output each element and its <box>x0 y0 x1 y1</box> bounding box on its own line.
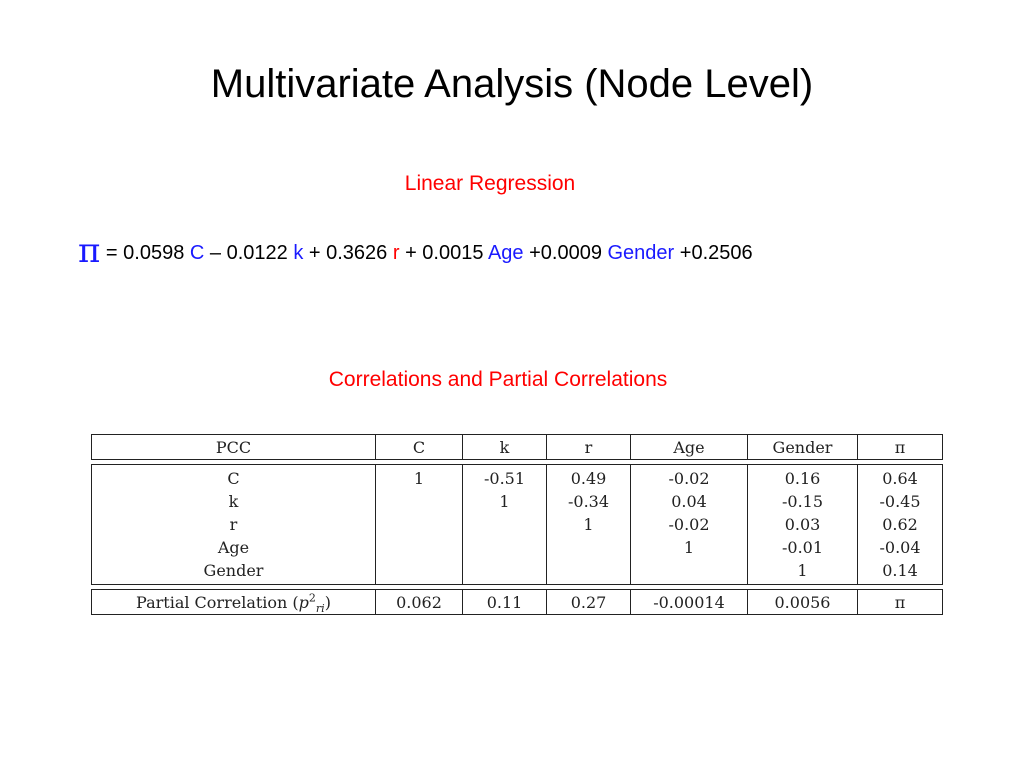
equation-term: = 0.0598 <box>100 242 190 264</box>
equation-term: +0.0009 <box>523 242 608 264</box>
value-column <box>858 465 943 585</box>
equation-term: + 0.3626 <box>303 242 393 264</box>
row-label: Age <box>217 538 250 557</box>
table-cell: 1 <box>683 538 695 557</box>
pi-symbol: π <box>78 231 101 271</box>
value-column <box>748 465 858 585</box>
partial-correlation-value: π <box>858 590 943 615</box>
table-footer <box>91 589 943 615</box>
equation-term: +0.2506 <box>674 242 753 264</box>
regression-equation <box>78 231 753 271</box>
table-body <box>91 464 943 585</box>
table-cell: 1 <box>583 515 594 534</box>
partial-correlation-row <box>92 590 943 615</box>
column-header: π <box>858 435 943 460</box>
table-cell: 0.04 <box>671 492 707 511</box>
table-cell: -0.51 <box>483 469 526 488</box>
header-row <box>92 435 943 460</box>
correlation-table <box>91 434 942 615</box>
partial-correlation-value: -0.00014 <box>631 590 748 615</box>
column-header: C <box>376 435 463 460</box>
equation-term: Age <box>487 242 524 264</box>
equation-term: r <box>392 242 400 264</box>
equation-term: – 0.0122 <box>204 242 294 264</box>
table-cell: -0.34 <box>567 492 610 511</box>
table-header <box>91 434 943 460</box>
table-cell: 0.16 <box>784 469 821 488</box>
column-header: Gender <box>748 435 858 460</box>
table-cell: 0.64 <box>882 469 918 488</box>
body-row <box>92 465 943 585</box>
equation-term: k <box>293 242 304 264</box>
table-cell: -0.01 <box>781 538 824 557</box>
value-column <box>376 465 463 585</box>
equation-term: Gender <box>607 242 675 264</box>
partial-correlation-value: 0.11 <box>463 590 547 615</box>
partial-correlation-label: Partial Correlation $(p^2_{ri})$ <box>92 590 376 615</box>
table-cell: 1 <box>413 469 425 488</box>
table-cell: 1 <box>499 492 510 511</box>
equation-term: + 0.0015 <box>399 242 488 264</box>
table-cell: -0.02 <box>668 469 710 488</box>
row-label: Gender <box>203 561 264 580</box>
row-labels <box>92 465 376 585</box>
value-column <box>631 465 748 585</box>
row-label: r <box>229 515 238 534</box>
column-header: PCC <box>92 435 376 460</box>
correlations-heading: Correlations and Partial Correlations <box>328 368 668 391</box>
table-cell: -0.45 <box>879 492 921 511</box>
row-label: k <box>228 492 239 511</box>
partial-correlation-value: 0.0056 <box>748 590 858 615</box>
partial-correlation-value: 0.062 <box>376 590 463 615</box>
value-column <box>463 465 547 585</box>
equation-terms <box>100 242 752 264</box>
table-cell: -0.02 <box>668 515 710 534</box>
table-cell: 0.62 <box>882 515 918 534</box>
table-cell: 1 <box>797 561 808 580</box>
column-header: Age <box>631 435 748 460</box>
slide-title: Multivariate Analysis (Node Level) <box>210 62 814 106</box>
table-cell: 0.14 <box>882 561 918 580</box>
linear-regression-heading: Linear Regression <box>404 172 576 195</box>
row-label: C <box>227 469 240 488</box>
column-header: k <box>463 435 547 460</box>
table-cell: 0.49 <box>570 469 607 488</box>
value-column <box>547 465 631 585</box>
column-header: r <box>547 435 631 460</box>
table-cell: 0.03 <box>784 515 821 534</box>
table-cell: -0.04 <box>879 538 921 557</box>
partial-correlation-value: 0.27 <box>547 590 631 615</box>
equation-term: C <box>189 242 205 264</box>
table-cell: -0.15 <box>781 492 824 511</box>
